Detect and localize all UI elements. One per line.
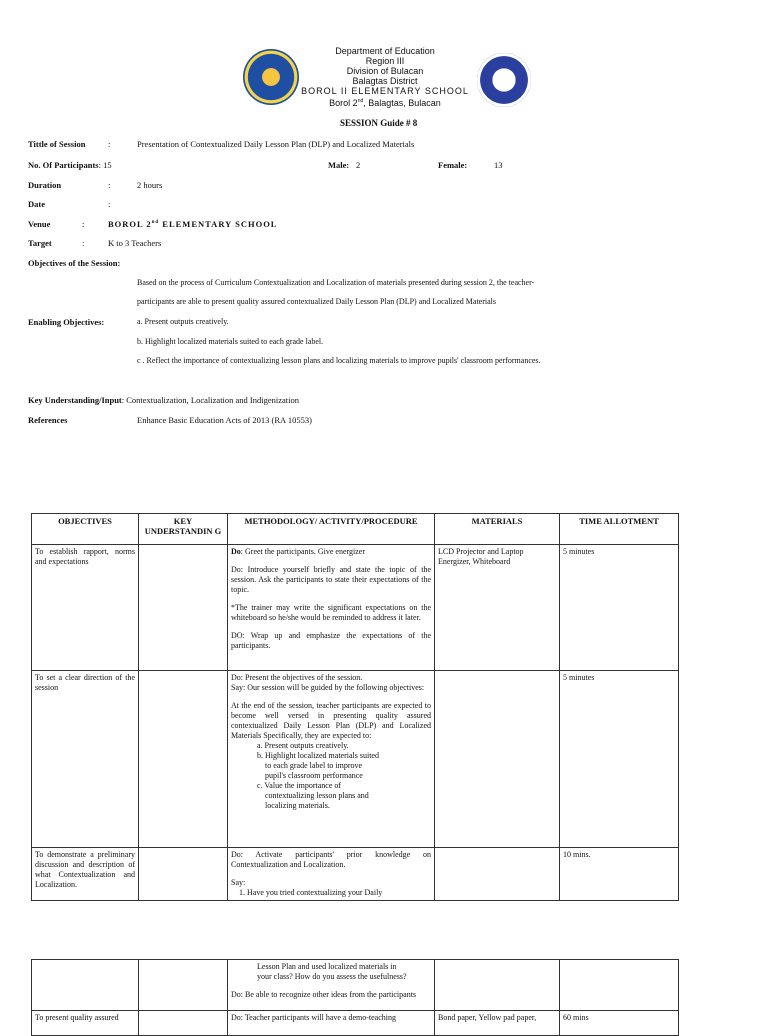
table-row [32, 960, 679, 1011]
objectives-label: Objectives of the Session: [28, 258, 121, 268]
cont2-objective: To present quality assured [32, 1011, 139, 1036]
row3-materials [435, 848, 560, 901]
dept-name: Department of Education [335, 46, 435, 56]
objectives-line1: Based on the process of Curriculum Contextualization and Localization of materials presented during session 2, the teacher- [137, 278, 535, 287]
row3-time: 10 mins. [560, 848, 679, 901]
date-sep: : [108, 199, 111, 209]
header-materials: MATERIALS [435, 514, 560, 545]
objectives-line2: participants are able to present quality assured contextualized Daily Lesson Plan (DLP) and Localized Materials [137, 297, 496, 306]
school-name: BOROL II ELEMENTARY SCHOOL [301, 86, 469, 96]
session-table-continued [31, 959, 679, 1036]
table-row [32, 1011, 679, 1036]
row2-materials [435, 671, 560, 848]
table-row [32, 671, 679, 848]
row1-time: 5 minutes [560, 545, 679, 671]
row1-method: Do: Greet the participants. Give energizer Do: Introduce yourself briefly and state the topic of the session. Ask the participants to state their expectations of the topic. *The trainer may write the significant expectations on the whiteboard so he/she would be reminded to address it later. DO: Wrap up and emphasize the expectations of the participants. [228, 545, 435, 671]
cont1-time [560, 960, 679, 1011]
target-value: K to 3 Teachers [108, 238, 162, 248]
row2-time: 5 minutes [560, 671, 679, 848]
table-header-row [32, 514, 679, 545]
venue-sep: : [82, 219, 85, 229]
row2-method: Do: Present the objectives of the session. Say: Our session will be guided by the following objectives: At the end of the session, teacher participants are expected to become well versed in presenting quality assured contextualized Daily Lesson Plan (DLP) and Localized Materials Specifically, they are expected to: a. Present outputs creatively. b. Highlight localized materials suited to each grade label to improve pupil's classroom performance c. Value the importance of contextualizing lesson plans and localizing materials. [228, 671, 435, 848]
row2-objective: To set a clear direction of the session [32, 671, 139, 848]
table-row [32, 848, 679, 901]
enabling-c: c . Reflect the importance of contextualizing lesson plans and localizing materials to improve pupils' classroom performances. [137, 356, 541, 365]
participants-label: No. Of Participants: 15 [28, 160, 112, 170]
session-guide-title: SESSION Guide # 8 [340, 118, 418, 128]
title-value: Presentation of Contextualized Daily Lesson Plan (DLP) and Localized Materials [137, 139, 415, 149]
cont1-method: Lesson Plan and used localized materials in your class? How do you assess the usefulness? Do: Be able to recognize other ideas from the participants [228, 960, 435, 1011]
cont1-key [139, 960, 228, 1011]
venue-label: Venue [28, 219, 51, 229]
letterhead [230, 46, 540, 108]
session-table [31, 513, 679, 901]
enabling-a: a. Present outputs creatively. [137, 317, 229, 326]
enabling-label: Enabling Objectives: [28, 317, 105, 327]
title-sep: : [108, 139, 111, 149]
key-understanding-row: Key Understanding/Input: Contextualization, Localization and Indigenization [28, 395, 300, 405]
header-methodology: METHODOLOGY/ ACTIVITY/PROCEDURE [228, 514, 435, 545]
target-sep: : [82, 238, 85, 248]
male-value: 2 [356, 160, 361, 170]
district-name: Balagtas District [352, 76, 418, 86]
header-time: TIME ALLOTMENT [560, 514, 679, 545]
venue-value: BOROL 2nd ELEMENTARY SCHOOL [108, 219, 278, 229]
school-address: Borol 2nd, Balagtas, Bulacan [329, 98, 441, 108]
duration-label: Duration [28, 180, 62, 190]
region-name: Region III [365, 56, 405, 66]
cont2-key [139, 1011, 228, 1036]
references-value: Enhance Basic Education Acts of 2013 (RA 10553) [137, 415, 312, 425]
row1-objective: To establish rapport, norms and expectations [32, 545, 139, 671]
enabling-b: b. Highlight localized materials suited to each grade label. [137, 337, 324, 346]
references-label: References [28, 415, 68, 425]
header-objectives: OBJECTIVES [32, 514, 139, 545]
row3-key [139, 848, 228, 901]
row1-key [139, 545, 228, 671]
duration-sep: : [108, 180, 111, 190]
target-label: Target [28, 238, 52, 248]
table-row [32, 545, 679, 671]
header-key-understanding: KEY UNDERSTANDIN G [139, 514, 228, 545]
duration-value: 2 hours [137, 180, 163, 190]
row2-key [139, 671, 228, 848]
cont1-materials [435, 960, 560, 1011]
cont2-method: Do: Teacher participants will have a demo-teaching [228, 1011, 435, 1036]
female-label: Female: [438, 160, 468, 170]
female-value: 13 [494, 160, 503, 170]
cont2-time: 60 mins [560, 1011, 679, 1036]
cont1-objective [32, 960, 139, 1011]
row3-method: Do: Activate participants' prior knowledge on Contextualization and Localization. Say: 1. Have you tried contextualizing your Daily [228, 848, 435, 901]
male-label: Male: [328, 160, 350, 170]
date-label: Date [28, 199, 45, 209]
row1-materials: LCD Projector and Laptop Energizer, Whiteboard [435, 545, 560, 671]
division-name: Division of Bulacan [346, 66, 424, 76]
title-row: Tittle of Session [28, 139, 86, 149]
cont2-materials: Bond paper, Yellow pad paper, [435, 1011, 560, 1036]
row3-objective: To demonstrate a preliminary discussion and description of what Contextualization and Localization. [32, 848, 139, 901]
